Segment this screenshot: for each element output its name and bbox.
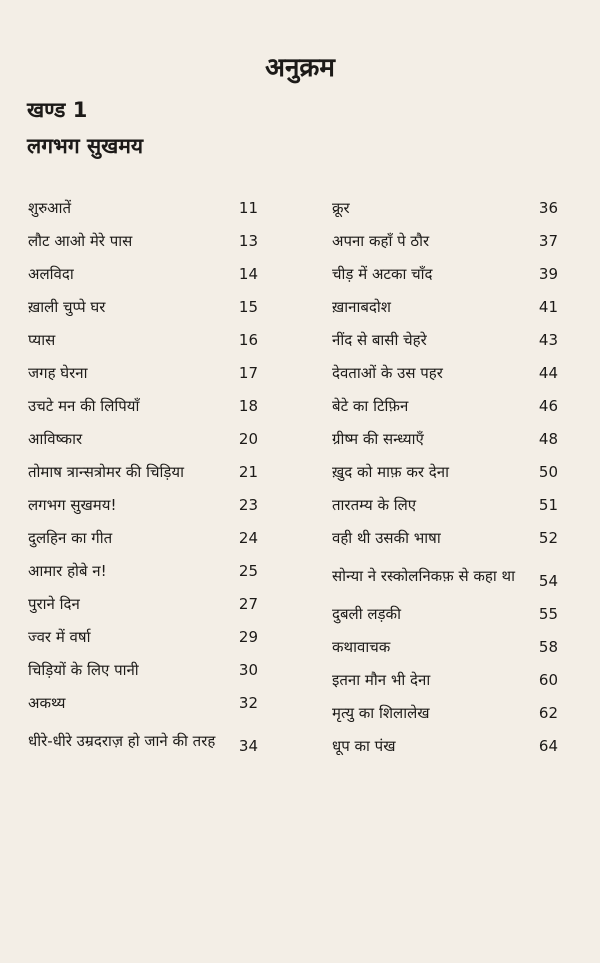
toc-entry-page: 34: [238, 737, 258, 755]
toc-entry-title: उचटे मन की लिपियाँ: [28, 397, 140, 415]
toc-entry-page: 48: [538, 430, 558, 448]
toc-entry-page: 36: [538, 199, 558, 217]
toc-entry-title: ख़ानाबदोश: [332, 298, 391, 316]
toc-entry-title: सोन्या ने रस्कोलनिकफ़ से कहा था: [332, 567, 516, 585]
toc-entry-page: 58: [538, 638, 558, 656]
toc-entry-page: 23: [238, 496, 258, 514]
toc-entry: [28, 693, 258, 713]
toc-entry-page: 54: [538, 572, 558, 590]
toc-entry: [28, 528, 258, 548]
toc-entry-title: मृत्यु का शिलालेख: [332, 704, 430, 722]
toc-entry-title: क्रूर: [332, 199, 350, 217]
section-label: खण्ड 1: [27, 98, 88, 122]
toc-entry: [332, 198, 558, 218]
toc-entry: [332, 637, 558, 657]
toc-entry-page: 29: [238, 628, 258, 646]
toc-entry-page: 46: [538, 397, 558, 415]
toc-entry-title: प्यास: [28, 331, 56, 349]
toc-entry-page: 62: [538, 704, 558, 722]
toc-entry-title: तोमाष त्रान्सत्रोमर की चिड़िया: [28, 463, 184, 481]
toc-entry: [28, 627, 258, 647]
toc-entry: [28, 495, 258, 515]
toc-entry-title: अलविदा: [28, 265, 74, 283]
toc-entry: [28, 396, 258, 416]
toc-entry-title: अकथ्य: [28, 694, 66, 712]
toc-entry-page: 30: [238, 661, 258, 679]
toc-entry-page: 43: [538, 331, 558, 349]
toc-entry-page: 24: [238, 529, 258, 547]
page-title: अनुक्रम: [265, 53, 335, 83]
toc-entry: [28, 297, 258, 317]
toc-entry-title: तारतम्य के लिए: [332, 496, 417, 514]
toc-entry: [332, 528, 558, 548]
toc-entry-title: बेटे का टिफ़िन: [332, 397, 409, 415]
toc-entry-page: 50: [538, 463, 558, 481]
toc-entry: [332, 297, 558, 317]
toc-entry-page: 18: [238, 397, 258, 415]
toc-entry-page: 25: [238, 562, 258, 580]
toc-entry: [332, 604, 558, 624]
toc-entry-title: ग्रीष्म की सन्ध्याएँ: [332, 430, 424, 448]
toc-entry: [28, 363, 258, 383]
toc-entry: [28, 198, 258, 218]
toc-entry-page: 51: [538, 496, 558, 514]
section-name: लगभग सुखमय: [27, 134, 144, 158]
toc-entry-title: लगभग सुखमय!: [28, 496, 117, 514]
toc-entry-page: 37: [538, 232, 558, 250]
toc-entry-page: 39: [538, 265, 558, 283]
toc-entry-title: धीरे-धीरे उम्रदराज़ हो जाने की तरह: [28, 732, 216, 750]
toc-entry-title: चीड़ में अटका चाँद: [332, 265, 433, 283]
toc-entry-title: ख़ाली चुप्पे घर: [28, 298, 106, 316]
toc-right-column: [332, 198, 558, 769]
toc-entry-title: जगह घेरना: [28, 364, 88, 382]
toc-entry-page: 13: [238, 232, 258, 250]
toc-entry-title: इतना मौन भी देना: [332, 671, 431, 689]
toc-entry-title: आविष्कार: [28, 430, 83, 448]
toc-entry-page: 52: [538, 529, 558, 547]
toc-entry: [28, 231, 258, 251]
toc-entry-page: 11: [238, 199, 258, 217]
toc-entry: [28, 429, 258, 449]
toc-entry: [332, 231, 558, 251]
toc-entry: [28, 462, 258, 482]
toc-entry-page: 16: [238, 331, 258, 349]
toc-entry-page: 64: [538, 737, 558, 755]
toc-entry-page: 41: [538, 298, 558, 316]
toc-entry: [332, 736, 558, 756]
toc-entry: [28, 660, 258, 680]
toc-entry: [28, 330, 258, 350]
toc-entry-page: 20: [238, 430, 258, 448]
toc-entry: [332, 396, 558, 416]
toc-entry: [332, 495, 558, 515]
toc-entry-page: 14: [238, 265, 258, 283]
toc-entry-title: कथावाचक: [332, 638, 391, 656]
toc-entry: [332, 363, 558, 383]
toc-entry-page: 21: [238, 463, 258, 481]
toc-entry-page: 32: [238, 694, 258, 712]
toc-entry-title: ख़ुद को माफ़ कर देना: [332, 463, 449, 481]
toc-entry-page: 17: [238, 364, 258, 382]
toc-entry: [332, 462, 558, 482]
toc-entry-page: 60: [538, 671, 558, 689]
toc-entry: [332, 429, 558, 449]
toc-left-column: [28, 198, 258, 769]
toc-entry: [332, 561, 558, 591]
toc-entry-title: दुलहिन का गीत: [28, 529, 113, 547]
toc-entry-title: आमार होबे न!: [28, 562, 107, 580]
toc-entry-title: नींद से बासी चेहरे: [332, 331, 427, 349]
toc-entry-title: धूप का पंख: [332, 737, 396, 755]
toc-entry-page: 55: [538, 605, 558, 623]
toc-entry: [28, 726, 258, 756]
toc-entry-title: देवताओं के उस पहर: [332, 364, 443, 382]
toc-entry: [28, 561, 258, 581]
toc-entry: [332, 330, 558, 350]
toc-entry: [332, 264, 558, 284]
toc-entry: [28, 594, 258, 614]
toc-entry-title: लौट आओ मेरे पास: [28, 232, 133, 250]
toc-entry-title: पुराने दिन: [28, 595, 80, 613]
toc-entry-page: 44: [538, 364, 558, 382]
section-heading: [27, 92, 143, 164]
toc-entry: [332, 670, 558, 690]
toc-entry-title: ज्वर में वर्षा: [28, 628, 91, 646]
toc-entry-title: चिड़ियों के लिए पानी: [28, 661, 139, 679]
toc-entry-title: शुरुआतें: [28, 199, 72, 217]
toc-entry-title: वही थी उसकी भाषा: [332, 529, 441, 547]
toc-entry-page: 15: [238, 298, 258, 316]
toc-entry-title: अपना कहाँ पे ठौर: [332, 232, 430, 250]
toc-entry-page: 27: [238, 595, 258, 613]
toc-entry: [332, 703, 558, 723]
toc-entry: [28, 264, 258, 284]
toc-entry-title: दुबली लड़की: [332, 605, 401, 623]
